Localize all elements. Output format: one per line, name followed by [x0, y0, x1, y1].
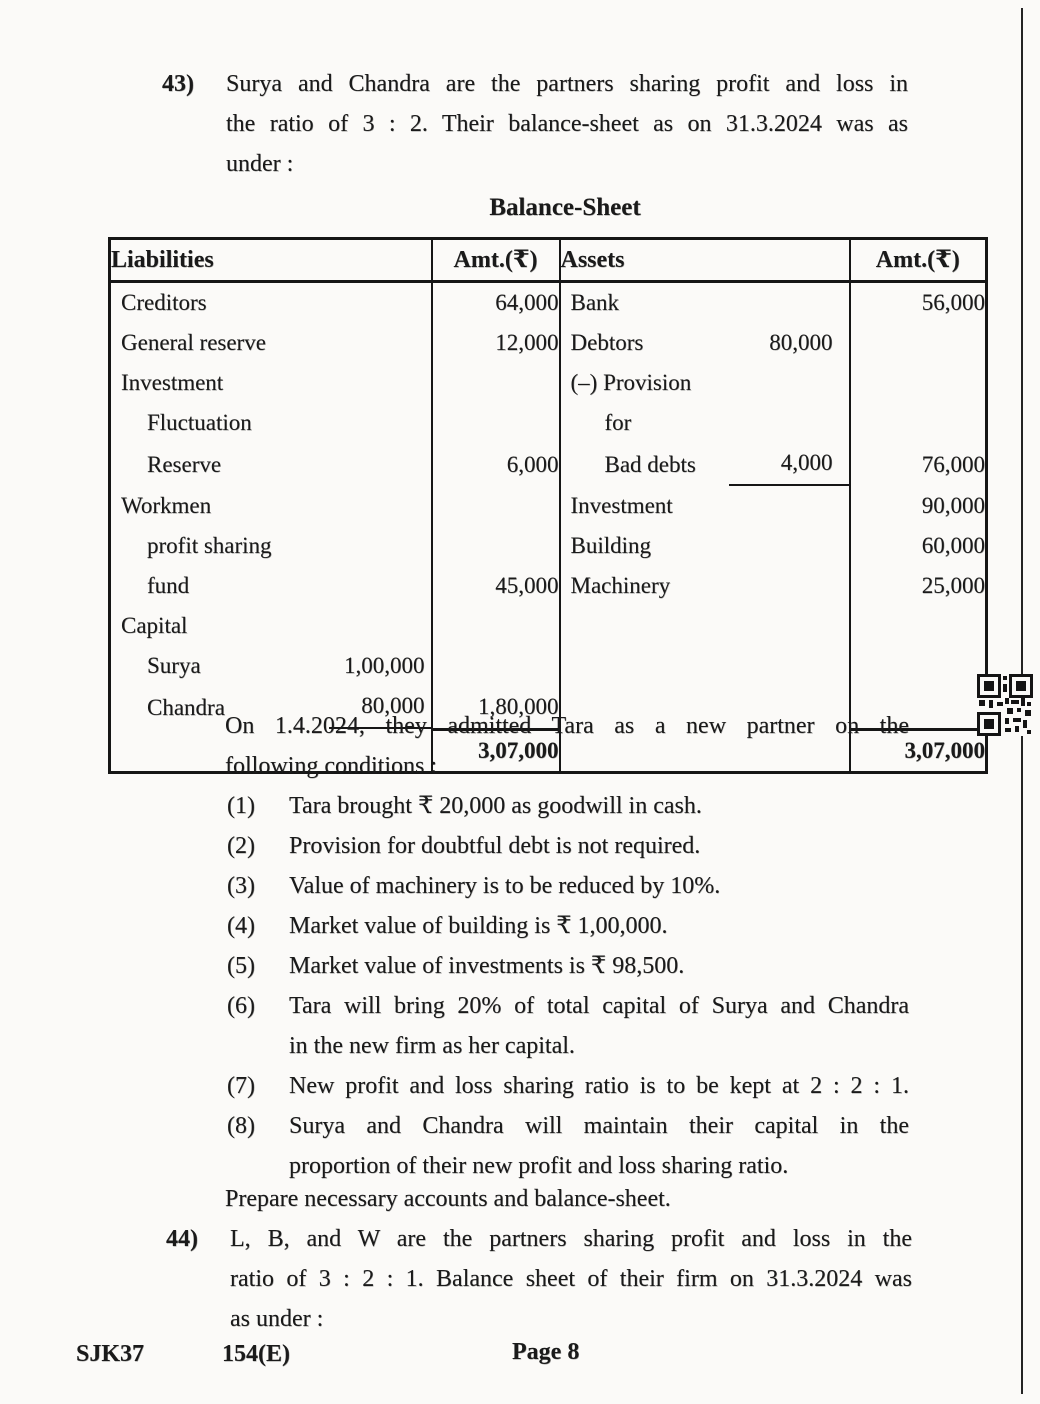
condition-number: (4) [227, 913, 255, 939]
question-44-line: as under : [230, 1306, 324, 1332]
liability-label: profit sharing [147, 533, 272, 558]
footer-series-code: 154(E) [222, 1341, 290, 1367]
liability-label: fund [147, 573, 190, 598]
question-43-number: 43) [162, 71, 194, 97]
assets-total: 3,07,000 [850, 729, 987, 772]
header-assets: Assets [560, 239, 850, 282]
liability-amount: 64,000 [432, 282, 560, 324]
asset-sub-amount: 4,000 [729, 443, 849, 486]
liability-label: Chandra [147, 694, 225, 720]
liability-sub-amount: 80,000 [329, 686, 431, 729]
liability-sub-amount: 1,00,000 [344, 653, 425, 678]
header-liabilities: Liabilities [110, 239, 432, 282]
condition-line: in the new firm as her capital. [289, 1033, 575, 1059]
condition-number: (2) [227, 833, 255, 859]
condition-number: (1) [227, 793, 255, 819]
table-header-row [110, 239, 987, 282]
list-item [227, 986, 911, 1066]
asset-label: Debtors [570, 330, 644, 355]
asset-amount: 90,000 [921, 493, 985, 518]
asset-label: Machinery [570, 573, 671, 598]
asset-amount [850, 363, 987, 403]
liability-amount [432, 363, 560, 403]
condition-line: Tara will bring 20% of total capital of Surya and Chandra [289, 993, 909, 1019]
question-44-line: L, B, and W are the partners sharing profit and loss in the [230, 1226, 912, 1252]
table-row [110, 403, 987, 443]
asset-amount: 25,000 [921, 573, 985, 598]
footer-paper-code: SJK37 [76, 1341, 145, 1367]
liability-amount: 12,000 [432, 323, 560, 363]
admission-line: On 1.4.2024, they admitted Tara as a new partner on the [225, 713, 909, 739]
liability-amount [432, 646, 560, 686]
list-item [227, 866, 911, 906]
condition-line: Surya and Chandra will maintain their capital in the [289, 1113, 909, 1139]
asset-label: (–) Provision [570, 370, 692, 395]
condition-number: (5) [227, 953, 255, 979]
header-amount-right: Amt.(₹) [850, 239, 987, 282]
condition-line: Provision for doubtful debt is not required. [289, 833, 701, 859]
asset-label: Investment [570, 493, 673, 518]
list-item [227, 946, 911, 986]
closing-instruction: Prepare necessary accounts and balance-sheet. [225, 1186, 671, 1212]
balance-sheet-title: Balance-Sheet [489, 194, 641, 221]
condition-line: Market value of building is ₹ 1,00,000. [289, 913, 668, 939]
header-amount-left: Amt.(₹) [432, 239, 560, 282]
table-row [110, 282, 987, 324]
liability-amount: 1,80,000 [432, 686, 560, 729]
question-44-number: 44) [166, 1226, 198, 1252]
condition-line: Tara brought ₹ 20,000 as goodwill in cash. [289, 793, 702, 819]
asset-amount [850, 606, 987, 646]
condition-number: (3) [227, 873, 255, 899]
question-43 [162, 64, 908, 184]
liability-label: Workmen [121, 493, 212, 518]
asset-amount: 56,000 [921, 290, 985, 315]
qr-code [977, 674, 1033, 736]
liability-label: Investment [121, 370, 224, 395]
table-row [110, 566, 987, 606]
table-row [110, 606, 987, 646]
liability-amount: 45,000 [432, 566, 560, 606]
table-row [110, 526, 987, 566]
asset-label: Bad debts [604, 451, 696, 477]
list-item [227, 826, 911, 866]
balance-sheet-table [108, 237, 988, 774]
admission-paragraph [225, 706, 909, 786]
liability-amount [432, 526, 560, 566]
asset-amount [850, 646, 987, 686]
question-43-line: under : [226, 151, 294, 177]
condition-line: Market value of investments is ₹ 98,500. [289, 953, 685, 979]
asset-amount: 76,000 [921, 451, 985, 477]
asset-amount [850, 323, 987, 363]
asset-label: Building [570, 533, 652, 558]
question-43-line: the ratio of 3 : 2. Their balance-sheet as on 31.3.2024 was as [226, 111, 908, 137]
table-row [110, 646, 987, 686]
question-44 [166, 1219, 912, 1339]
condition-line: proportion of their new profit and loss sharing ratio. [289, 1153, 789, 1179]
table-row [110, 486, 987, 526]
condition-line: Value of machinery is to be reduced by 10%. [289, 873, 721, 899]
liability-amount [432, 606, 560, 646]
condition-number: (7) [227, 1073, 255, 1099]
table-row [110, 363, 987, 403]
liability-label: Fluctuation [147, 410, 252, 435]
table-row [110, 323, 987, 363]
condition-line: New profit and loss sharing ratio is to be kept at 2 : 2 : 1. [289, 1073, 909, 1099]
liability-label: Capital [121, 613, 188, 638]
liability-label: General reserve [121, 330, 266, 355]
asset-amount [850, 403, 987, 443]
condition-number: (8) [227, 1113, 255, 1139]
asset-label: for [604, 410, 632, 435]
list-item [227, 786, 911, 826]
list-item [227, 906, 911, 946]
asset-sub-amount: 80,000 [769, 330, 833, 355]
question-43-line: Surya and Chandra are the partners sharing profit and loss in [226, 71, 908, 97]
liabilities-total: 3,07,000 [432, 729, 560, 772]
liability-label: Surya [147, 653, 201, 678]
liability-label: Reserve [147, 451, 222, 477]
asset-label: Bank [570, 290, 620, 315]
footer-page-number: Page 8 [512, 1339, 580, 1365]
table-row [110, 443, 987, 486]
list-item [227, 1066, 911, 1106]
admission-line: following conditions : [225, 753, 437, 779]
question-44-line: ratio of 3 : 2 : 1. Balance sheet of their firm on 31.3.2024 was [230, 1266, 912, 1292]
condition-number: (6) [227, 993, 255, 1019]
liability-amount [432, 403, 560, 443]
conditions-list [227, 786, 911, 1186]
liability-amount: 6,000 [432, 443, 560, 486]
asset-amount: 60,000 [921, 533, 985, 558]
liability-amount [432, 486, 560, 526]
liability-label: Creditors [121, 290, 207, 315]
list-item [227, 1106, 911, 1186]
